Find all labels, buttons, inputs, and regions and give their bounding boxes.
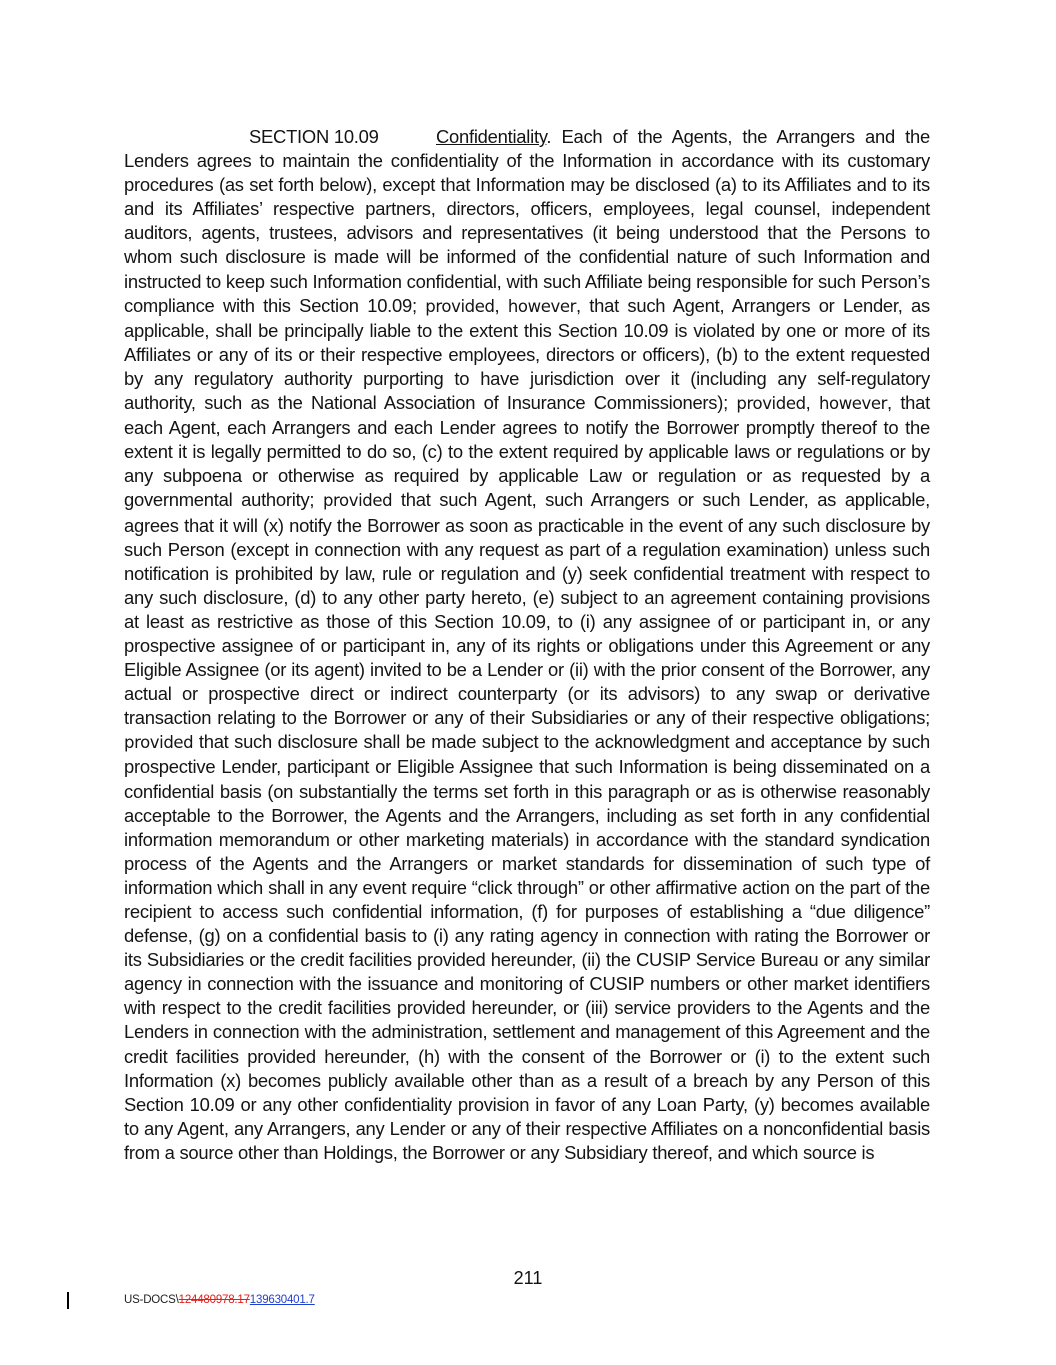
paragraph-text-5: that such disclosure shall be made subject to the acknowledgment and acceptance by such prospective Lender, participant or Eligible Assignee that such Information is being disseminated on a confidential basis (on substantially the terms set forth in this paragraph or as is otherwise reasonably acceptable to the Borrower, the Agents and the Arrangers, including as set forth in any confidential information memorandum or other marketing materials) in accordance with the standard syndication process of the Agents and the Arrangers or market standards for dissemination of such type of information which shall in any event require “click through” or other affirmative action on the part of the recipient to access such confidential information, (f) for purposes of establishing a “due diligence” defense, (g) on a confidential basis to (i) any rating agency in connection with rating the Borrower or its Subsidiaries or the credit facilities provided hereunder, (ii) the CUSIP Service Bureau or any similar agency in connection with the issuance and monitoring of CUSIP numbers or other market identifiers with respect to the credit facilities provided hereunder, or (iii) service providers to the Agents and the Lenders in connection with the administration, settlement and management of this Agreement and the credit facilities provided hereunder, (h) with the consent of the Borrower or (i) to the extent such Information (x) becomes publicly available other than as a result of a breach by any Person of this Section 10.09 or any other confidentiality provision in favor of any Loan Party, (y) becomes available to any Agent, any Arrangers, any Lender or any of their respective Affiliates on a nonconfidential basis from a source other than Holdings, the Borrower or any Subsidiary thereof, and which source is [124, 731, 930, 1163]
paragraph-text-3: , that each Agent, each Arrangers and each Lender agrees to notify the Borrower promptly thereof to the extent it is legally permitted to do so, (c) to the extent required by applicable laws or regulations or by any subpoena or otherwise as required by applicable Law or regulation or as requested by a governmental authority; [124, 392, 930, 511]
paragraph-text-4: that such Agent, such Arrangers or such Lender, as applicable, agrees that it will (x) notify the Borrower as soon as practicable in the event of any such disclosure by such Person (except in connection with any request as part of a regulation examination) unless such notification is prohibited by law, rule or regulation and (y) seek confidential treatment with respect to any such disclosure, (d) to any other party hereto, (e) subject to an agreement containing provisions at least as restrictive as those of this Section 10.09, to (i) any assignee of or participant in, or any prospective assignee of or participant in, any of its rights or obligations under this Agreement or any Eligible Assignee (or its agent) invited to be a Lender or (ii) with the prior consent of the Borrower, any actual or prospective direct or indirect counterparty (or its advisors) to any swap or derivative transaction relating to the Borrower or any of their Subsidiaries or any of their respective obligations; [124, 489, 930, 729]
proviso-separator-2: , [805, 392, 819, 414]
document-id-deleted: 124480978.17 [178, 1294, 250, 1306]
document-id-prefix: US-DOCS\ [124, 1294, 179, 1306]
section-title-suffix: . Each of the Agents, the Arrangers and the [546, 126, 930, 147]
paragraph-text-2: , that such Agent, Arrangers or Lender, as applicable, shall be principally liable to the extent this Section 10.09 is violated by one or more of its Affiliates or any of its or their respective employees, directors or officers), (b) to the extent requested by any regulatory authority purporting to have jurisdiction over it (including any self-regulatory authority, such as the National Association of Insurance Commissioners); [124, 294, 930, 414]
paragraph-text-1: Lenders agrees to maintain the confidentiality of the Information in accordance with its customary procedures (as set forth below), except that Information may be disclosed (a) to its Affiliates and to its and its Affiliates’ respective partners, directors, officers, employees, legal counsel, independent auditors, agents, trustees, advisors and representatives (it being understood that the Persons to whom such disclosure is made will be informed of the confidential nature of such Information and instructed to keep such Information confidential, with such Affiliate being responsible for such Person’s compliance with this Section 10.09; [124, 150, 930, 316]
proviso-however-1: however [507, 296, 576, 316]
section-title: Confidentiality [436, 126, 547, 147]
proviso-provided-3: provided [322, 491, 393, 511]
proviso-provided-2: provided [736, 394, 806, 414]
section-heading [124, 126, 930, 147]
proviso-provided-1: provided [425, 296, 495, 316]
change-bar [67, 1292, 69, 1309]
document-id-inserted: 139630401.7 [249, 1294, 315, 1306]
document-id [124, 1294, 315, 1306]
proviso-however-2: however [818, 394, 888, 414]
section-paragraph [124, 125, 930, 1165]
page-number: 211 [513, 1268, 543, 1288]
proviso-provided-4: provided [124, 733, 194, 753]
proviso-separator-1: , [494, 294, 508, 316]
section-number: SECTION 10.09 [249, 126, 379, 147]
